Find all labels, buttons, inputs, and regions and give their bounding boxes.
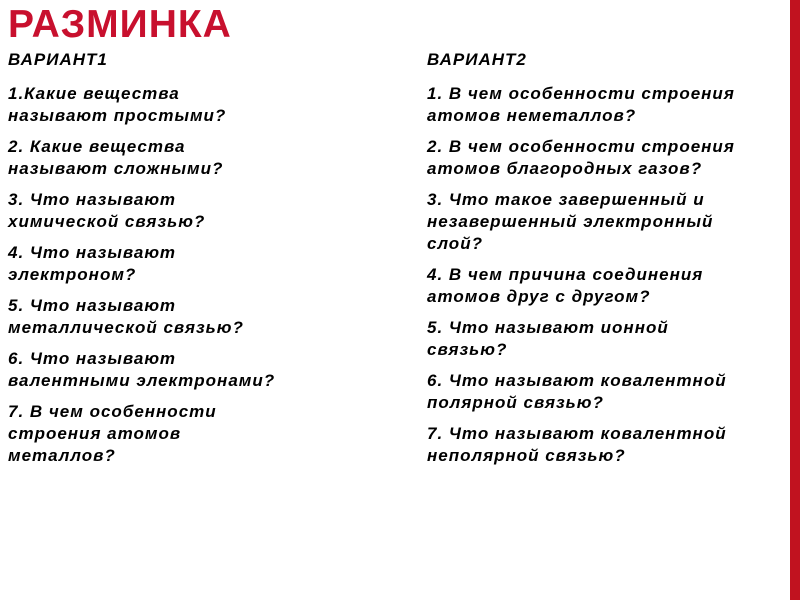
question-text-line: 4. В чем причина соединения [427, 265, 704, 284]
question-item [8, 136, 398, 180]
question-text-line: строения атомов [8, 424, 182, 443]
question-item [8, 189, 398, 233]
question-text-line: полярной связью? [427, 393, 604, 412]
question-item [8, 401, 398, 467]
question-text-line: 1. В чем особенности строения [427, 84, 735, 103]
question-item [427, 83, 787, 127]
question-item [8, 242, 398, 286]
question-item [427, 189, 787, 255]
question-item [427, 136, 787, 180]
question-text-line: 7. Что называют ковалентной [427, 424, 727, 443]
question-text-line: 7. В чем особенности [8, 402, 217, 421]
accent-bar [790, 0, 800, 600]
question-text-line: электроном? [8, 265, 137, 284]
question-item [427, 370, 787, 414]
question-item [427, 423, 787, 467]
question-text-line: 5. Что называют [8, 296, 176, 315]
question-text-line: 3. Что такое завершенный и [427, 190, 705, 209]
question-text-line: 6. Что называют [8, 349, 176, 368]
question-text-line: атомов друг с другом? [427, 287, 651, 306]
question-item [427, 264, 787, 308]
question-text-line: 2. В чем особенности строения [427, 137, 735, 156]
question-item [8, 83, 398, 127]
question-text-line: неполярной связью? [427, 446, 626, 465]
question-text-line: называют сложными? [8, 159, 224, 178]
question-text-line: незавершенный электронный [427, 212, 714, 231]
variant2-heading: ВАРИАНТ2 [427, 50, 527, 69]
question-text-line: 6. Что называют ковалентной [427, 371, 727, 390]
question-text-line: химической связью? [8, 212, 206, 231]
question-text-line: валентными электронами? [8, 371, 276, 390]
question-item [8, 348, 398, 392]
variant1-heading: ВАРИАНТ1 [8, 50, 108, 69]
question-text-line: металлов? [8, 446, 116, 465]
question-text-line: слой? [427, 234, 483, 253]
variant2-question-list [427, 83, 787, 467]
question-text-line: 2. Какие вещества [8, 137, 186, 156]
question-text-line: атомов благородных газов? [427, 159, 703, 178]
variant1-question-list [8, 83, 398, 467]
question-text-line: связью? [427, 340, 508, 359]
question-text-line: 4. Что называют [8, 243, 176, 262]
variant1-column [8, 49, 398, 476]
question-text-line: металлической связью? [8, 318, 244, 337]
question-text-line: 1.Какие вещества [8, 84, 180, 103]
question-text-line: 3. Что называют [8, 190, 176, 209]
question-item [427, 317, 787, 361]
question-text-line: 5. Что называют ионной [427, 318, 669, 337]
slide-title: РАЗМИНКА [8, 3, 232, 46]
question-item [8, 295, 398, 339]
variant2-column [427, 49, 787, 476]
question-text-line: атомов неметаллов? [427, 106, 637, 125]
question-text-line: называют простыми? [8, 106, 227, 125]
